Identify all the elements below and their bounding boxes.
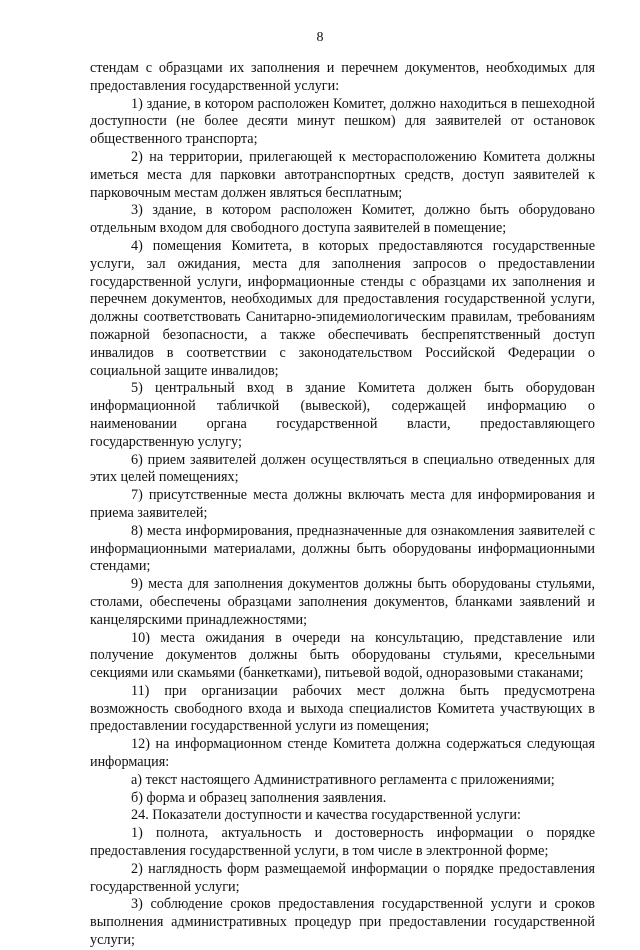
section-heading-24: 24. Показатели доступности и качества государственной услуги: (131, 807, 521, 824)
list-item-2: 2) на территории, прилегающей к месторасположению Комитета должны иметься места для парковки автотранспортных средств, доступ заявителей к парковочным местам должен являться бесплатным; (90, 148, 595, 201)
paragraph-continuation: стендам с образцами их заполнения и перечнем документов, необходимых для предоставления государственной услуги: (90, 60, 595, 94)
list-item-8: 8) места информирования, предназначенные для ознакомления заявителей с информационными материалами, должны быть оборудованы информационными стендами; (90, 522, 595, 575)
list-item-10: 10) места ожидания в очереди на консультацию, представление или получение документов должны быть оборудованы стульями, кресельными секциями или скамьями (банкетками), питьевой водой, одноразовыми стаканами; (90, 629, 595, 682)
list-item-9: 9) места для заполнения документов должны быть оборудованы стульями, столами, обеспечены образцами заполнения документов, бланками заявлений и канцелярскими принадлежностями; (90, 576, 595, 628)
indicator-item-3: 3) соблюдение сроков предоставления государственной услуги и сроков выполнения административных процедур при предоставлении государственной услуги; (90, 896, 595, 949)
list-item-6: 6) прием заявителей должен осуществляться в специально отведенных для этих целей помещениях; (90, 451, 595, 486)
page-number: 8 (316, 30, 324, 45)
sub-item-b: б) форма и образец заполнения заявления. (131, 789, 387, 806)
list-item-1: 1) здание, в котором расположен Комитет, должно находиться в пешеходной доступности (не более десяти минут пешком) для заявителей от остановок общественного транспорта; (90, 95, 595, 148)
indicator-item-2: 2) наглядность форм размещаемой информации о порядке предоставления государственной услуги; (90, 860, 595, 895)
list-item-5: 5) центральный вход в здание Комитета должен быть оборудован информационной табличкой (вывеской), содержащей информацию о наименовании органа государственной власти, предоставляющего государственную услугу; (90, 380, 595, 450)
document-body (90, 60, 595, 950)
list-item-4: 4) помещения Комитета, в которых предоставляются государственные услуги, зал ожидания, места для заполнения запросов о предоставлении государственной услуги, информационные стенды с образцами их заполнения и перечнем документов, необходимых для предоставления государственной услуги, должны соответствовать Санитарно-эпидемиологическим правилам, требованиям пожарной безопасности, а также обеспечивать беспрепятственный доступ инвалидов в соответствии с законодательством Российской Федерации о социальной защите инвалидов; (90, 237, 595, 379)
list-item-11: 11) при организации рабочих мест должна быть предусмотрена возможность свободного входа и выхода специалистов Комитета участвующих в предоставлении государственной услуги из помещения; (90, 682, 595, 735)
sub-item-a: а) текст настоящего Административного регламента с приложениями; (131, 771, 555, 788)
list-item-3: 3) здание, в котором расположен Комитет, должно быть оборудовано отдельным входом для свободного доступа заявителей в помещение; (90, 202, 595, 237)
list-item-7: 7) присутственные места должны включать места для информирования и приема заявителей; (90, 487, 595, 521)
list-item-12: 12) на информационном стенде Комитета должна содержаться следующая информация: (90, 736, 595, 771)
indicator-item-1: 1) полнота, актуальность и достоверность информации о порядке предоставления государственной услуги, в том числе в электронной форме; (90, 825, 595, 860)
